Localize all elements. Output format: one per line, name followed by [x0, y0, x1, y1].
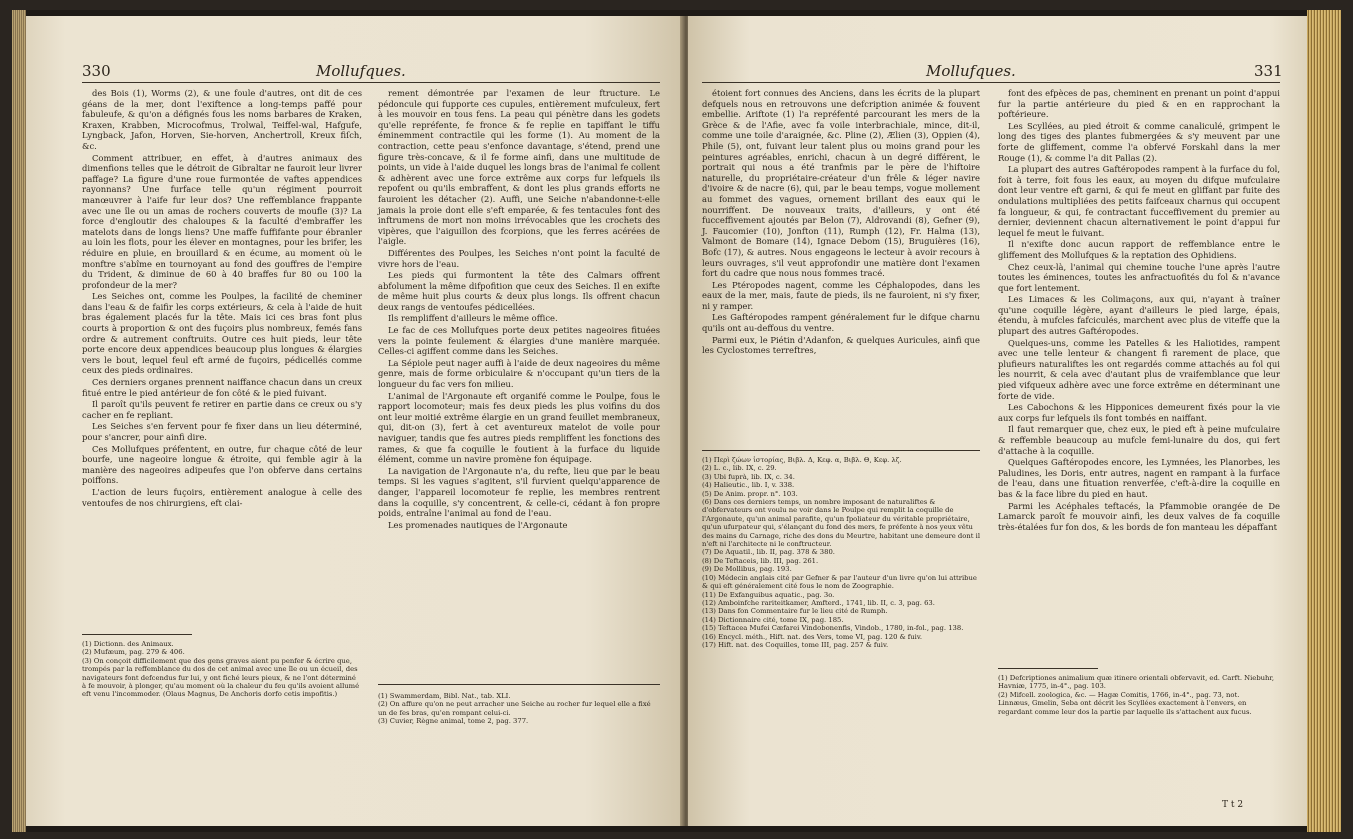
footnote: (1) Swammerdam, Bibl. Nat., tab. XLI. [378, 692, 511, 700]
footnote: (3) Cuvier, Règne animal, tome 2, pag. 377. [378, 717, 529, 726]
paragraph: font des efpèces de pas, cheminent en prenant un point d'appui fur la partie antérieure du pied & en en rapprochant la poftérieure. [998, 88, 1280, 120]
paragraph: Ils rempliffent d'ailleurs le même office. [388, 313, 558, 324]
right-page [688, 16, 1307, 826]
footnote: (14) Dictionnaire cité, tome IX, pag. 185. [702, 615, 844, 624]
left-page-edges [12, 10, 26, 832]
footnote: (12) Amboinfche rariteitkamer, Amfterd., 1741, lib. II, c. 3, pag. 63. [702, 598, 935, 607]
footnote: (4) Halieutic., lib. I, v. 338. [702, 481, 795, 490]
left-page [26, 16, 684, 826]
footnote: (17) Hift. nat. des Coquilles, tome III, pag. 257 & fuiv. [702, 640, 889, 649]
footnote: (1) Περὶ ζώων ἱστορίας, Βιβλ. Δ, Κεφ. α, Βιβλ. Θ, Κεφ. λζ. [702, 456, 902, 464]
footnote: (13) Dans fon Commentaire fur le lieu cité de Rumph. [702, 607, 888, 616]
left-footnotes-2 [378, 692, 660, 726]
footnote: Linnæus, Gmelin, Seba ont décrit les Scyllées exactement à l'envers, en regardant comme leur dos la partie par laquelle ils s'attachent aux fucus. [998, 699, 1252, 716]
paragraph: Comment attribuer, en effet, à d'autres animaux des dimenfions telles que le détroit de Gibraltar ne fauroit leur livrer paffage? La figure d'une roue furmontée de vaftes appendices rayonnans? Une furface telle qu'un régiment pourroit manœuvrer à l'aife fur leur dos? Une reffemblance frappante avec une île ou un amas de rochers couverts de moufle (3)? La force d'engloutir des chaloupes & la faculté d'embraffer les matelots dans de longs liens? Une maffe fuffifante pour ébranler au loin les flots, pour les élever en montagnes, pour les brifer, les réduire en pluie, en brouillard & en écume, au moment où le monftre s'abîme en tournoyant au fond des gouffres de l'empire du Trident, & diminue de 60 à 40 braffes fur 80 ou 100 la profondeur de la mer? [82, 152, 362, 290]
left-column-1 [82, 88, 362, 509]
paragraph: Il faut remarquer que, chez eux, le pied eft à peine mufculaire & reffemble beaucoup au mufcle femi-lunaire du dos, qui fert d'attache à la coquille. [998, 424, 1280, 456]
signature-mark: T t 2 [1222, 800, 1244, 810]
paragraph: des Bois (1), Worms (2), & une foule d'autres, ont dit de ces géans de la mer, dont l'exiftence a long-temps paffé pour fabuleufe, & qu'on a défignés fous les noms barbares de Kraken, Kraxen, Krabben, Microcofmus, Trolwal, Teiffel-wal, Hafgufe, Lyngback, Jafon, Horven, Sie-horven, Anchertroll, Kreux fiſch, &c. [82, 88, 362, 151]
paragraph: Parmi les Acéphales teftacés, la Pfammobie orangée de De Lamarck paroît fe mouvoir ainfi, les deux valves de fa coquille très-étalées fur fon dos, & les bords de fon manteau les dépaffant [998, 500, 1280, 532]
left-folio: 330 [82, 62, 111, 80]
paragraph: Ces Mollufques préfentent, en outre, fur chaque côté de leur bourfe, une nageoire longue & étroite, qui femble agir à la manière des nageoires adipeufes que l'on obferve dans certains poiffons. [82, 443, 362, 486]
paragraph: Les Ptéropodes nagent, comme les Céphalopodes, dans les eaux de la mer, mais, faute de pieds, ils ne fauroient, ni s'y fixer, ni y ramper. [702, 279, 980, 311]
right-footnotes-1 [702, 456, 980, 649]
book-spread [12, 10, 1341, 832]
footnote: (11) De Exfanguibus aquatic., pag. 3o. [702, 590, 835, 599]
paragraph: Ces derniers organes prennent naiffance chacun dans un creux fitué entre le pied antérieur de fon côté & le pied fuivant. [82, 377, 362, 398]
footnote: (8) De Teftaceis, lib. III, pag. 261. [702, 556, 819, 565]
footnote: (16) Encycl. méth., Hift. nat. des Vers, tome VI, pag. 120 & fuiv. [702, 632, 923, 641]
left-notes-rule-2 [378, 684, 660, 685]
left-running-title: Mollufques. [316, 62, 406, 80]
paragraph: L'animal de l'Argonaute eft organifé comme le Poulpe, fous le rapport locomoteur; mais fes deux pieds les plus voifins du dos ont leur moitié extrême élargie en un grand feuillet membraneux, qui, dit-on (3), fert à cet aventureux matelot de voile pour naviguer, tandis que fes autres pieds rempliffent les fonctions des rames, & que fa coquille le foutient à la furface du liquide élément, comme un navire promène fon équipage. [378, 390, 660, 465]
footnote: (1) Defcriptiones animalium quæ itinere orientali obfervavit, ed. Carft. Niebuhr, Havniæ, 1775, in-4°., pag. 103. [998, 674, 1275, 691]
left-footnotes-1 [82, 640, 362, 699]
paragraph: Les Seiches s'en fervent pour fe fixer dans un lieu déterminé, pour s'ancrer, pour ainfi dire. [82, 421, 362, 442]
right-column-1 [702, 88, 980, 357]
footnote: (1) Dictionn. des Animaux. [82, 640, 174, 648]
left-header-rule [82, 82, 660, 83]
paragraph: L'action de leurs fuçoirs, entièrement analogue à celle des ventoufes de nos chirurgiens, eft clai- [82, 486, 362, 508]
paragraph: La navigation de l'Argonaute n'a, du refte, lieu que par le beau temps. Si les vagues s'agitent, s'il furvient quelqu'apparence de danger, l'appareil locomoteur fe replie, les membres rentrent dans la coquille, s'y concentrent, & celle-ci, cédant à fon propre poids, entraîne l'animal au fond de l'eau. [378, 465, 660, 519]
paragraph: Les pieds qui furmontent la tête des Calmars offrent abfolument la même difpofition que ceux des Seiches. Il en exifte de même huit plus courts & deux plus longs. Ils offrent chacun deux rangs de ventoufes pédicellées. [378, 270, 660, 312]
footnote: (10) Médecin anglais cité par Gefner & par l'auteur d'un livre qu'on lui attribue & qui eft généralement cité fous le nom de Zoographie. [702, 573, 977, 591]
paragraph: La Sépiole peut nager auffi à l'aide de deux nageoires du même genre, mais de forme orbiculaire & n'occupant qu'un tiers de la longueur du fac vers fon milieu. [378, 357, 660, 390]
footnote: (15) Teftacea Mufei Cæfarei Vindobonenfis, Vindob., 1780, in-fol., pag. 138. [702, 624, 964, 633]
footnote: (6) Dans ces derniers temps, un nombre imposant de naturaliftes & d'obfervateurs ont voulu ne voir dans le Poulpe qui remplit la coquille de l'Argonaute, qu'un animal parafite, qu'un fpoliateur du véritable propriétaire, qu'un ufurpateur qui, s'élançant du fond des mers, fe préfente à nos yeux vêtu des mains du Carnage, riche des dons du Meurtre, habitant une demeure dont il n'eft ni l'architecte ni le conftructeur. [702, 498, 980, 549]
footnote: (7) De Aquatil., lib. II, pag. 378 & 380. [702, 548, 835, 557]
right-notes-rule-2 [998, 668, 1098, 669]
footnote: (5) De Anim. propr. n°. 103. [702, 489, 798, 498]
paragraph: Le fac de ces Mollufques porte deux petites nageoires fituées vers la pointe feulement & élargies d'une manière marquée. Celles-ci agiffent comme dans les Seiches. [378, 325, 660, 357]
paragraph: Il n'exifte donc aucun rapport de reffemblance entre le gliffement des Mollufques & la reptation des Ophidiens. [998, 239, 1280, 260]
footnote: (2) L. c., lib. IX, c. 29. [702, 464, 777, 473]
paragraph: Chez ceux-là, l'animal qui chemine touche l'une après l'autre toutes les éminences, toutes les anfractuofités du fol & n'avance que fort lentement. [998, 261, 1280, 293]
right-column-2 [998, 88, 1280, 533]
paragraph: Parmi eux, le Piétin d'Adanfon, & quelques Auricules, ainfi que les Cyclostomes terreftres, [702, 334, 980, 356]
paragraph: La plupart des autres Gaftéropodes rampent à la furface du fol, foit à terre, foit fous les eaux, au moyen du difque mufculaire dont leur ventre eft garni, & qui fe meut en gliffant par fuite des ondulations multipliées des petits faifceaux charnus qui occupent fa longueur, & qui, fe contractant fucceffivement du premier au dernier, deviennent chacun alternativement le point d'appui fur lequel fe meut le fuivant. [998, 164, 1280, 238]
right-footnotes-2 [998, 674, 1280, 716]
paragraph: Les Limaces & les Colimaçons, aux qui, n'ayant à traîner qu'une coquille légère, ayant d'ailleurs le pied large, épais, étendu, à mufcles fafciculés, marchent avec plus de viteffe que la plupart des autres Gaftéropodes. [998, 294, 1280, 337]
right-page-edges [1307, 10, 1341, 832]
paragraph: étoient fort connues des Anciens, dans les écrits de la plupart defquels nous en retrouvons une defcription animée & fouvent embellie. Ariftote (1) l'a repréfenté parcourant les mers de la Grèce & de l'Afie, avec fa voile interbrachiale, mince, dit-il, comme une toile d'araignée, &c. Pline (2), Ælien (3), Oppien (4), Phile (5), ont, fuivant leur talent plus ou moins grand pour les peintures agréables, enrichi, chacun à un degré différent, le portrait qui nous a été tranfmis par le père de l'hiftoire naturelle, du propriétaire-créateur d'un frêle & léger navire d'ivoire & de nacre (6), qui, par le beau temps, vogue mollement au fommet des vagues, ornement brillant des eaux qui le nourriffent. De nouveaux traits, d'ailleurs, y ont été fucceffivement ajoutés par Belon (7), Aldrovandi (8), Gefner (9), J. Faucomier (10), Jonfton (11), Rumph (12), Fr. Halma (13), Valmont de Bomare (14), Ignace Debom (15), Bruguières (16), Bofc (17), & autres. Nous engageons le lecteur à avoir recours à leurs ouvrages, s'il veut approfondir une matière dont l'examen fort du cadre que nous nous fommes tracé. [702, 88, 980, 279]
right-header-rule [702, 82, 1280, 83]
right-notes-rule-1 [702, 450, 980, 451]
paragraph: Les Seiches ont, comme les Poulpes, la facilité de cheminer dans l'eau & de faifir les corps extérieurs, & cela à l'aide de huit bras également placés fur la tête. Mais ici ces bras font plus courts à proportion & ont des fuçoirs plus nombreux, femés fans ordre & autrement conftruits. Outre ces huit pieds, leur tête porte encore deux appendices beaucoup plus longues & élargies vers le bout, lequel feul eft armé de fuçoirs, pédicellés comme ceux des pieds ordinaires. [82, 291, 362, 376]
right-folio: 331 [1254, 62, 1283, 80]
paragraph: Les Gaftéropodes rampent généralement fur le difque charnu qu'ils ont au-deffous du ventre. [702, 312, 980, 334]
paragraph: Quelques-uns, comme les Patelles & les Haliotides, rampent avec une telle lenteur & changent fi rarement de place, que plufieurs naturaliftes les ont regardés comme attachés au fol qui les nourrit, & cela avec d'autant plus de vraifemblance que leur pied vifqueux adhère avec une force extrême en déterminant une forte de vide. [998, 337, 1280, 401]
footnote: (2) On affure qu'on ne peut arracher une Seiche au rocher fur lequel elle a fixé un de fes bras, qu'en rompant celui-ci. [378, 700, 651, 717]
left-column-2 [378, 88, 660, 531]
paragraph: Quelques Gaftéropodes encore, les Lymnées, les Planorbes, les Paludines, les Doris, entr autres, nagent en rampant à la furface de l'eau, dans une fituation renverfée, c'eft-à-dire la coquille en bas & la face libre du pied en haut. [998, 457, 1280, 499]
paragraph: Les Cabochons & les Hipponices demeurent fixés pour la vie aux corps fur lefquels ils font tombés en naiffant. [998, 402, 1280, 423]
paragraph: Les promenades nautiques de l'Argonaute [388, 519, 568, 530]
footnote: (9) De Mollibus, pag. 193. [702, 565, 792, 574]
right-running-title: Mollufques. [926, 62, 1016, 80]
paragraph: Les Scyllées, au pied étroit & comme canaliculé, grimpent le long des tiges des plantes fubmergées & s'y meuvent par une forte de gliffement, comme l'a obfervé Forskahl dans la mer Rouge (1), & comme l'a dit Pallas (2). [998, 120, 1280, 163]
footnote: (2) Mufæum, pag. 279 & 406. [82, 648, 185, 657]
footnote: (2) Mifcell. zoologica, &c. — Hagæ Comitis, 1766, in-4°., pag. 73, not. [998, 690, 1240, 699]
paragraph: rement démontrée par l'examen de leur ftructure. Le pédoncule qui fupporte ces cupules, entièrement mufculeux, fert à les mouvoir en tous fens. La peau qui pénètre dans les godets qu'elle repréfente, fe fronce & fe replie en tapiffant le tiffu éminemment contractile qui les forme (1). Au moment de la contraction, cette peau s'enfonce davantage, s'étend, prend une figure très-concave, & il fe forme ainfi, dans une multitude de points, un vide à l'aide duquel les longs bras de l'animal fe collent & adhèrent avec une force extrême aux corps fur lefquels ils repofent ou qu'ils embraffent, & dont les plus grands efforts ne fauroient les détacher (2). Auffi, une Seiche n'abandonne-t-elle jamais la proie dont elle s'eft emparée, & fes tentacules font des inftrumens de mort non moins irrévocables que les crochets des vipères, que l'aiguillon des fcorpions, que les ferres acérées de l'aigle. [378, 88, 660, 247]
footnote: (3) On conçoit difficilement que des gens graves aient pu penfer & écrire que, trompés par la reffemblance du dos de cet animal avec une île ou un écueil, des navigateurs font defcendus fur lui, y ont fiché leurs pieux, & ne l'ont déterminé à fe mouvoir, à plonger, qu'au moment où la chaleur du feu qu'ils avoient allumé eft venu l'incommoder. (Olaus Magnus, De Anchoris dorfo cetis impofitis.) [82, 656, 360, 699]
footnote: (3) Ubi fuprà, lib. IX, c. 34. [702, 472, 795, 481]
left-notes-rule-1 [82, 634, 192, 635]
paragraph: Il paroît qu'ils peuvent fe retirer en partie dans ce creux ou s'y cacher en fe repliant. [82, 399, 362, 420]
paragraph: Différentes des Poulpes, les Seiches n'ont point la faculté de vivre hors de l'eau. [378, 247, 660, 269]
